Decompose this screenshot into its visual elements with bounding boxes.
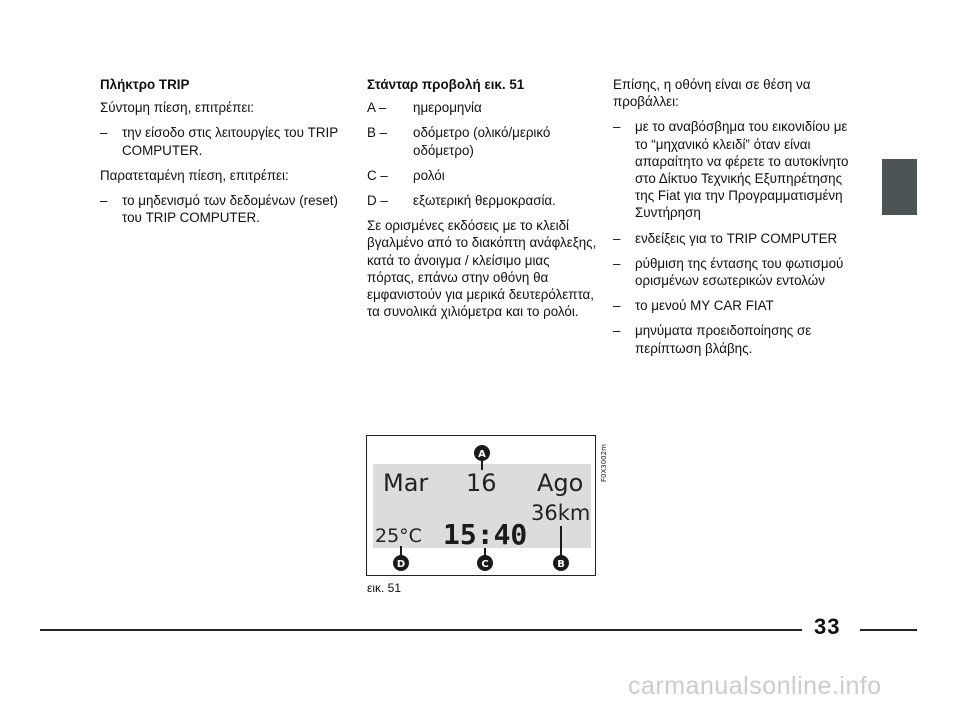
column-standard-view — [367, 76, 599, 328]
list-item — [613, 297, 858, 314]
legend-text: ημερομηνία — [413, 100, 482, 116]
list-item — [613, 230, 858, 247]
list-item — [100, 192, 340, 226]
column-display-features — [613, 76, 858, 365]
paragraph: Σε ορισμένες εκδόσεις με το κλειδί βγαλμένο από το διακόπτη ανάφλεξης, κατά το άνοιγμα / κλείσιμο μιας πόρτας, επάνω στην οθόνη θα εμφανιστούν για μερικά δευτερόλεπτα, τα συνολικά χιλιόμετρα και το ρολόι. — [367, 218, 597, 320]
figure-code-text: F0X3002m — [600, 444, 608, 482]
list-item-text: ενδείξεις για το TRIP COMPUTER — [635, 230, 838, 246]
list-item-text: το μενού MY CAR FIAT — [635, 298, 774, 314]
paragraph: Παρατεταμένη πίεση, επιτρέπει: — [100, 167, 289, 183]
column-trip-button — [100, 76, 340, 234]
callout-b-label: B — [557, 559, 565, 570]
dash-bullet: – — [100, 193, 108, 209]
clock-text: 15:40 — [443, 518, 528, 551]
dash-bullet: – — [613, 230, 621, 246]
figure-code — [598, 434, 608, 484]
dash-bullet: – — [613, 298, 621, 314]
list-item-text: ρύθμιση της έντασης του φωτισμού ορισμένων εσωτερικών εντολών — [635, 255, 844, 289]
odometer-text: 36km — [531, 501, 591, 525]
display-figure — [366, 435, 596, 576]
list-item — [613, 255, 858, 289]
footer-rule-left — [40, 629, 802, 631]
list-item — [100, 124, 340, 158]
list-item-text: μηνύματα προειδοποίησης σε περίπτωση βλάβης. — [635, 323, 812, 356]
callout-c-label: C — [481, 559, 489, 570]
legend-item — [367, 99, 599, 116]
page-number: 33 — [814, 614, 841, 639]
day-text: Mar — [383, 469, 429, 497]
legend-key: A – — [367, 100, 387, 116]
legend-item — [367, 192, 599, 209]
legend-key: D – — [367, 193, 388, 209]
section-heading: Πλήκτρο TRIP — [100, 77, 190, 92]
list-item — [613, 118, 858, 221]
legend-text: ρολόι — [413, 167, 445, 183]
dash-bullet: – — [613, 119, 621, 135]
section-heading: Στάνταρ προβολή εικ. 51 — [367, 77, 525, 92]
footer-rule-right — [860, 629, 917, 631]
dash-bullet: – — [613, 255, 621, 271]
callout-a-label: A — [478, 449, 486, 460]
legend-text: οδόμετρο (ολικό/μερικό οδόμετρο) — [413, 125, 551, 158]
date-text: 16 — [466, 469, 497, 497]
list-item-text: την είσοδο στις λειτουργίες του TRIP COMPUTER. — [122, 125, 338, 158]
list-item-text: το μηδενισμό των δεδομένων (reset) του TRIP COMPUTER. — [122, 193, 338, 226]
legend-key: C – — [367, 167, 388, 183]
list-item-text: με το αναβόσβημα του εικονιδίου με το “μηχανικό κλειδί” όταν είναι απαραίτητο να φέρετε το αυτοκίνητο στο Δίκτυο Τεχνικής Εξυπηρέτησης της Fiat για την Προγραμματισμένη Συντήρηση — [635, 119, 849, 221]
dash-bullet: – — [613, 323, 621, 339]
legend-key: B – — [367, 125, 388, 141]
display-overlay — [367, 436, 597, 577]
list-item — [613, 322, 858, 356]
temperature-text: 25°C — [375, 525, 422, 547]
paragraph: Επίσης, η οθόνη είναι σε θέση να προβάλλει: — [613, 77, 811, 110]
dash-bullet: – — [100, 125, 108, 141]
legend-item — [367, 167, 599, 184]
month-text: Ago — [537, 469, 584, 497]
legend-text: εξωτερική θερμοκρασία. — [413, 193, 556, 209]
chapter-tab — [882, 159, 917, 215]
callout-d-label: D — [396, 559, 406, 570]
watermark: carmanualsonline.info — [628, 672, 882, 700]
paragraph: Σύντομη πίεση, επιτρέπει: — [100, 100, 255, 116]
figure-caption: εικ. 51 — [367, 581, 402, 595]
legend-item — [367, 124, 599, 158]
